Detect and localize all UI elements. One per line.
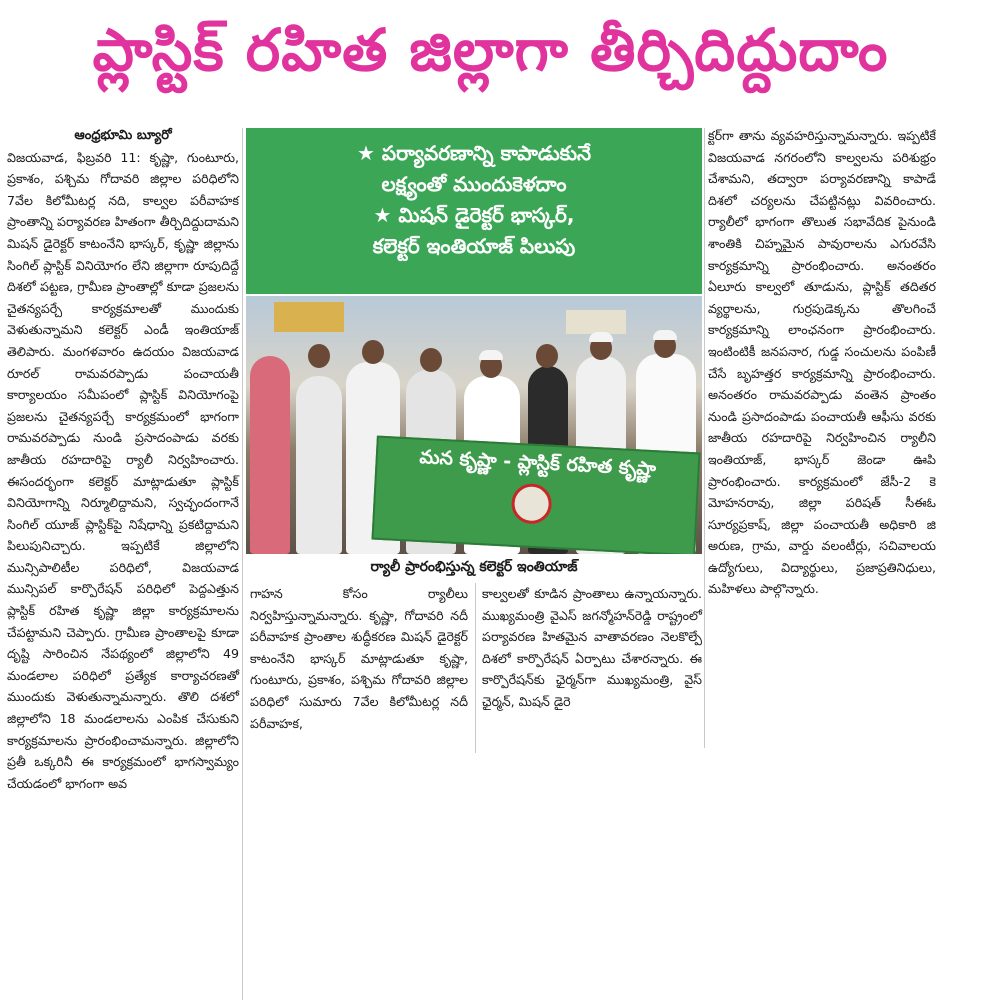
headline: ప్లాస్టిక్ రహిత జిల్లాగా తీర్చిదిద్దుదాం xyxy=(92,16,889,84)
shop-signboard xyxy=(274,302,344,332)
column-divider xyxy=(242,128,243,1000)
highlight-box xyxy=(246,128,702,294)
highlight-line-2: లక్ష్యంతో ముందుకెళదాం xyxy=(381,172,567,196)
person xyxy=(250,356,290,554)
no-plastic-logo-icon xyxy=(511,483,553,525)
white-cap xyxy=(479,350,503,360)
highlight-line-3: ★ మిషన్ డైరెక్టర్ భాస్కర్, xyxy=(373,203,575,227)
photo-caption: ర్యాలీ ప్రారంభిస్తున్న కలెక్టర్ ఇంతియాజ్ xyxy=(370,559,578,575)
banner-text: మన కృష్ణా - ప్లాస్టిక్ రహిత కృష్ణా xyxy=(419,445,657,481)
shop-signboard xyxy=(566,310,626,334)
rally-banner xyxy=(372,436,701,554)
column-divider xyxy=(704,128,705,748)
person-head xyxy=(308,344,330,368)
column-4-text: క్టర్‌గా తాను వ్యవహరిస్తున్నామన్నారు. ఇప్పటికే విజయవాడ నగరంలోని కాల్వలను పరిశుభ్రం చేశామని, తద్వారా పర్యావరణాన్ని కాపాడే దిశలో చర్యలను చేపట్టినట్లు వివరించారు. ర్యాలీలో భాగంగా తొలుత సభావేదిక పైనుండి శాంతికి చిహ్నమైన పావురాలను ఎగురవేసి కార్యక్రమాన్ని ప్రారంభించారు. అనంతరం ఏలూరు కాల్వలో తూడును, ప్లాస్టిక్ తదితర వ్యర్థాలను, గుర్రపుడెక్కను తొలగించే కార్యక్రమాన్ని లాంఛనంగా ప్రారంభించారు. ఇంటింటికీ జనపనార, గుడ్డ సంచులను పంపిణీ చేసే బృహత్తర కార్యక్రమాన్ని ప్రారంభించారు. అనంతరం రామవరప్పాడు వంతెన ప్రాంతం నుండి ప్రసాదంపాడు పంచాయతీ ఆఫీసు వరకు జాతీయ రహదారిపై నిర్వహించిన ర్యాలీని ఇంతియాజ్, భాస్కర్ జెండా ఊపి ప్రారంభించారు. కార్యక్రమంలో జేసీ-2 కె మోహనరావు, జిల్లా పరిషత్ సీఈఓ సూర్యప్రకాష్, జిల్లా పంచాయతీ అధికారి జి అరుణ, గ్రామ, వార్డు వలంటీర్లు, సచివాలయ ఉద్యోగులు, విద్యార్థులు, ప్రజాప్రతినిధులు, మహిళలు పాల్గొన్నారు. xyxy=(708,128,936,597)
article-column-2 xyxy=(250,583,468,734)
person xyxy=(296,376,342,554)
white-cap xyxy=(589,332,613,342)
rally-photo xyxy=(246,296,702,554)
person-head xyxy=(420,348,442,372)
byline: ఆంధ్రభూమి బ్యూరో xyxy=(74,128,172,143)
article-column-1 xyxy=(7,125,239,794)
column-divider xyxy=(475,583,476,753)
person-head xyxy=(362,340,384,364)
person-head xyxy=(536,344,558,368)
column-1-text: విజయవాడ, ఫిబ్రవరి 11: కృష్ణా, గుంటూరు, ప్రకాశం, పశ్చిమ గోదావరి జిల్లాల పరిధిలోని 7వేల కిలోమీటర్ల నది, కాల్వల పరీవాహక ప్రాంతాన్ని పర్యావరణ హితంగా తీర్చిదిద్దుదామని మిషన్ డైరెక్టర్ కాటంనేని భాస్కర్, కృష్ణా జిల్లాను సింగిల్ ప్లాస్టిక్ వినియోగం లేని జిల్లాగా రూపుదిద్దే దిశలో పట్టణ, గ్రామీణ ప్రాంతాల్లో కూడా ప్రజలను చైతన్యపర్చే కార్యక్రమాలతో ముందుకు వెళుతున్నామని కలెక్టర్ ఎండీ ఇంతియాజ్ తెలిపారు. మంగళవారం ఉదయం విజయవాడ రూరల్ రామవరప్పాడు పంచాయతీ కార్యాలయం సమీపంలో ప్లాస్టిక్ వినియోగంపై ప్రజలను చైతన్యపర్చే కార్యక్రమంలో భాగంగా రామవరప్పాడు నుండి ప్రసాదంపాడు వరకు జాతీయ రహదారిపై ర్యాలీ నిర్వహించారు. ఈసందర్భంగా కలెక్టర్ మాట్లాడుతూ ప్లాస్టిక్ వినియోగాన్ని నిర్మూలిద్దామని, స్వచ్ఛందంగానే సింగిల్ యూజ్ ప్లాస్టిక్‌పై నిషేధాన్ని ప్రకటిద్దామని పిలుపునిచ్చారు. ఇప్పటికే జిల్లాలోని మున్సిపాలిటీల పరిధిలో, విజయవాడ మున్సిపల్ కార్పొరేషన్ పరిధిలో పెద్దఎత్తున ప్లాస్టిక్ రహిత కృష్ణా జిల్లా కార్యక్రమాలను చేపట్టామని చెప్పారు. గ్రామీణ ప్రాంతాలపై కూడా దృష్టి సారించిన నేపథ్యంలో జిల్లాలోని 49 మండలాల పరిధిలో ప్రత్యేక కార్యాచరణతో ముందుకు వెళుతున్నామన్నారు. తొలి దశలో జిల్లాలోని 18 మండలాలను ఎంపిక చేసుకుని కార్యక్రమాలను ప్రారంభించామన్నారు. జిల్లాలోని ప్రతీ ఒక్కరినీ ఈ కార్యక్రమంలో భాగస్వామ్యం చేయడంలో భాగంగా అవ xyxy=(7,149,239,791)
highlight-line-4: కలెక్టర్ ఇంతియాజ్ పిలుపు xyxy=(372,234,576,258)
column-2-text: గాహన కోసం ర్యాలీలు నిర్వహిస్తున్నామన్నారు. కృష్ణా, గోదావరి నదీ పరీవాహక ప్రాంతాల శుద్ధీకరణ మిషన్ డైరెక్టర్ కాటంనేని భాస్కర్ మాట్లాడుతూ కృష్ణా, గుంటూరు, ప్రకాశం, పశ్చిమ గోదావరి జిల్లాల పరిధిలో సుమారు 7వేల కిలోమీటర్ల నదీ పరీవాహక, xyxy=(250,586,468,731)
white-cap xyxy=(653,330,677,340)
highlight-line-1: ★ పర్యావరణాన్ని కాపాడుకునే xyxy=(356,141,592,165)
article-column-3 xyxy=(482,583,702,713)
column-3-text: కాల్వలతో కూడిన ప్రాంతాలు ఉన్నాయన్నారు. ముఖ్యమంత్రి వైఎస్ జగన్మోహన్‌రెడ్డి రాష్ట్రంలో పర్యావరణ హితమైన వాతావరణం నెలకొల్పే దిశలో కార్పొరేషన్ ఏర్పాటు చేశారన్నారు. ఈ కార్పొరేషన్‌కు ఛైర్మన్‌గా ముఖ్యమంత్రి, వైస్ ఛైర్మన్, మిషన్ డైరె xyxy=(482,586,702,709)
article-column-4 xyxy=(708,125,936,600)
